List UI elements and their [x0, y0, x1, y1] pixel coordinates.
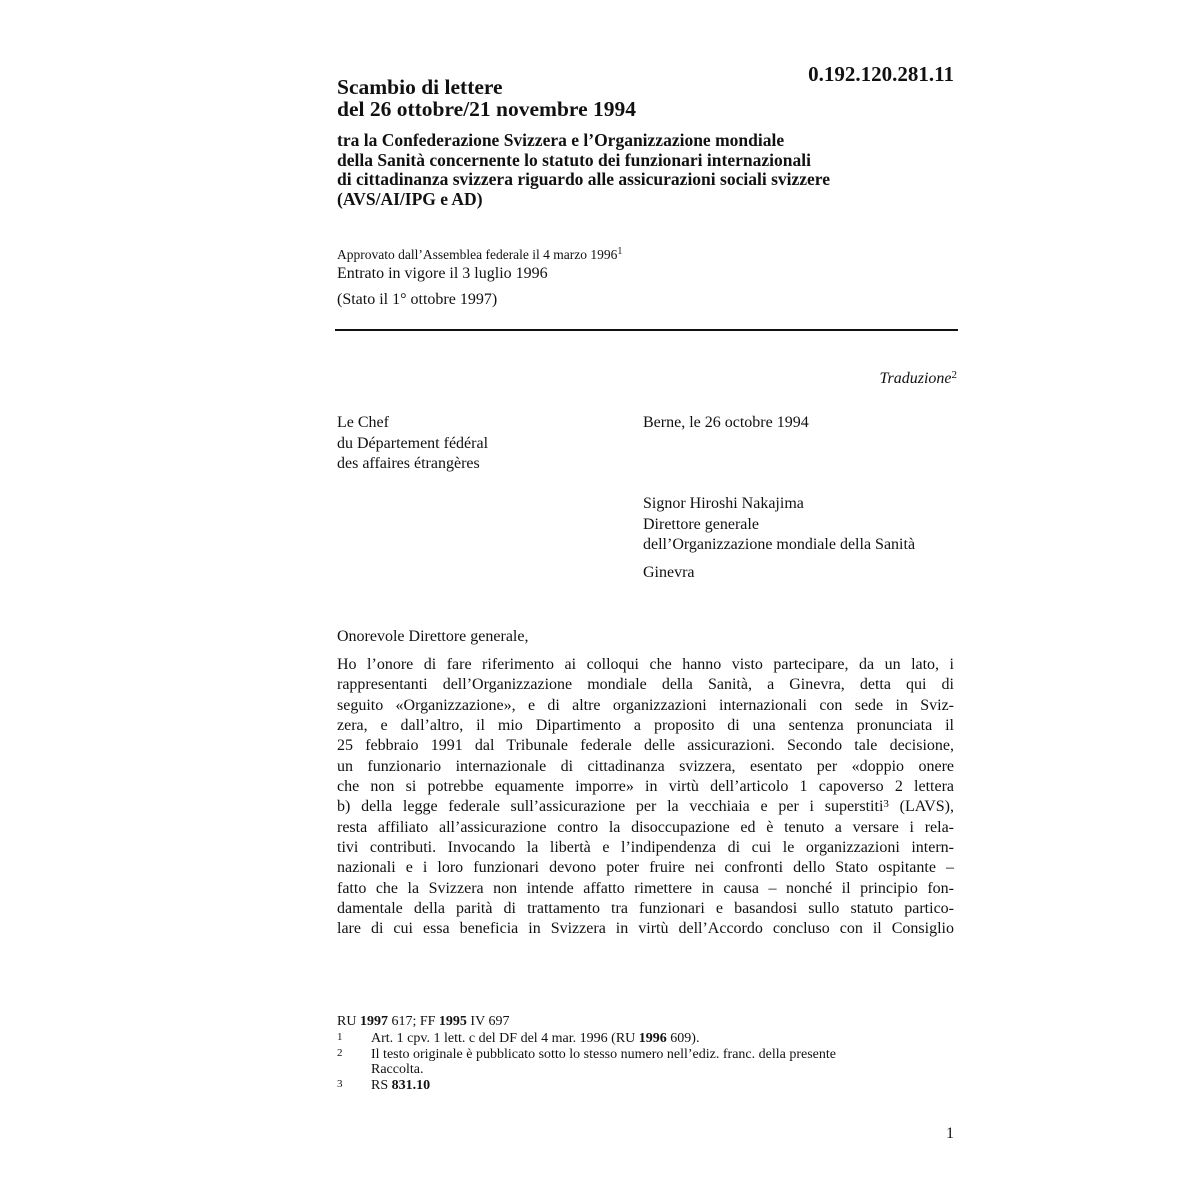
- subtitle-line: tra la Confederazione Svizzera e l’Organizzazione mondiale: [337, 130, 785, 150]
- document-title: [337, 76, 757, 120]
- body-line: Ho l’onore di fare riferimento ai colloqui che hanno visto partecipare, da un lato, i: [337, 656, 954, 673]
- translation-text: Traduzione: [879, 370, 952, 387]
- body-line-text: (LAVS),: [888, 798, 955, 816]
- footnote-bold-part: 831.10: [391, 1077, 431, 1093]
- footnote-mark: 1: [337, 1031, 343, 1043]
- source-ff-year: 1995: [438, 1014, 467, 1029]
- footnote-text-part: Art. 1 cpv. 1 lett. c del DF del 4 mar. 1996 (RU: [371, 1031, 639, 1046]
- source-reference: [337, 1013, 957, 1031]
- approval-note: [337, 246, 622, 264]
- footnote-text: Raccolta.: [371, 1062, 424, 1077]
- body-line: nazionali e i loro funzionari devono poter fruire nei confronti dello Stato ospitante –: [337, 859, 954, 877]
- footnote-text: Il testo originale è pubblicato sotto lo stesso numero nell’ediz. franc. della presente: [371, 1046, 836, 1062]
- title-line: Scambio di lettere: [337, 75, 503, 99]
- footnote-mark: 3: [337, 1077, 343, 1090]
- recipient-line: dell’Organizzazione mondiale della Sanità: [643, 536, 916, 553]
- sender-line: du Département fédéral: [337, 434, 489, 452]
- subtitle-line: della Sanità concernente lo statuto dei funzionari internazionali: [337, 149, 811, 170]
- recipient-line: Direttore generale: [643, 515, 759, 533]
- body-line-text: b) della legge federale sull’assicurazione per la vecchiaia e per i superstiti: [337, 798, 884, 816]
- footnote-2: [337, 1047, 957, 1078]
- header-divider: [335, 329, 958, 331]
- document-subtitle: [337, 131, 957, 209]
- sr-number: 0.192.120.281.11: [808, 62, 954, 86]
- recipient-line: Signor Hiroshi Nakajima: [643, 495, 804, 512]
- footnote-text: [371, 1078, 957, 1094]
- title-line: del 26 ottobre/21 novembre 1994: [337, 97, 636, 121]
- body-line: seguito «Organizzazione», e di altre organizzazioni internazionali con sede in Sviz-: [337, 696, 954, 714]
- footnote-ref-3: 3: [883, 798, 889, 811]
- recipient-city: Ginevra: [643, 564, 695, 581]
- page-number: 1: [946, 1125, 954, 1142]
- footnote-ref-2: 2: [951, 369, 957, 381]
- footnote-3: [337, 1078, 957, 1094]
- source-prefix: RU: [337, 1014, 360, 1029]
- body-line: fatto che la Svizzera non intende affatto rimettere in causa – nonché il principio fon-: [337, 879, 954, 897]
- letter-body: [337, 655, 954, 940]
- sender-line: Le Chef: [337, 414, 389, 431]
- footnote-ref-1: 1: [617, 246, 623, 257]
- footnote-1: [337, 1031, 957, 1047]
- body-line: [337, 797, 954, 817]
- subtitle-line: di cittadinanza svizzera riguardo alle assicurazioni sociali svizzere: [337, 169, 831, 189]
- source-ru-page: 617; FF: [387, 1014, 439, 1029]
- source-ff-page: IV 697: [466, 1014, 510, 1029]
- letter-place-date: Berne, le 26 octobre 1994: [643, 414, 809, 431]
- body-line: tivi contributi. Invocando la libertà e l’indipendenza di cui le organizzazioni intern-: [337, 839, 954, 857]
- letter-sender: [337, 413, 488, 475]
- body-line: 25 febbraio 1991 dal Tribunale federale delle assicurazioni. Secondo tale decisione,: [337, 737, 954, 755]
- footnote-text: [371, 1031, 957, 1047]
- body-line: zera, e dall’altro, il mio Dipartimento a proposito di una sentenza pronunciata il: [337, 717, 954, 735]
- footnotes: [337, 1013, 957, 1093]
- body-line: rappresentanti dell’Organizzazione mondiale della Sanità, a Ginevra, detta qui di: [337, 676, 954, 694]
- source-ru-year: 1997: [359, 1014, 388, 1029]
- letter-salutation: Onorevole Direttore generale,: [337, 628, 529, 645]
- approval-text: Approvato dall’Assemblea federale il 4 marzo 1996: [337, 247, 618, 262]
- subtitle-line: (AVS/AI/IPG e AD): [337, 188, 483, 209]
- translation-label: [700, 369, 957, 389]
- letter-recipient: [643, 494, 915, 556]
- footnote-mark: 2: [337, 1046, 343, 1059]
- status-date: (Stato il 1° ottobre 1997): [337, 291, 498, 308]
- body-line: lare di cui essa beneficia in Svizzera in virtù dell’Accordo concluso con il Consiglio: [337, 920, 954, 938]
- body-line: damentale della parità di trattamento tra funzionari e basandosi sullo statuto partico-: [337, 900, 954, 918]
- body-line: che non si potrebbe equamente imporre» in virtù dell’articolo 1 capoverso 2 lettera: [337, 778, 954, 796]
- footnote-text-part: RS: [371, 1077, 392, 1093]
- entry-into-force: Entrato in vigore il 3 luglio 1996: [337, 265, 548, 282]
- body-line: un funzionario internazionale di cittadinanza svizzera, esentato per «doppio onere: [337, 757, 954, 775]
- body-line: resta affiliato all’assicurazione contro la disoccupazione ed è tenuto a versare i rela-: [337, 818, 954, 836]
- footnote-text-part: 609).: [666, 1031, 700, 1046]
- sender-line: des affaires étrangères: [337, 455, 480, 472]
- footnote-bold-part: 1996: [638, 1031, 667, 1046]
